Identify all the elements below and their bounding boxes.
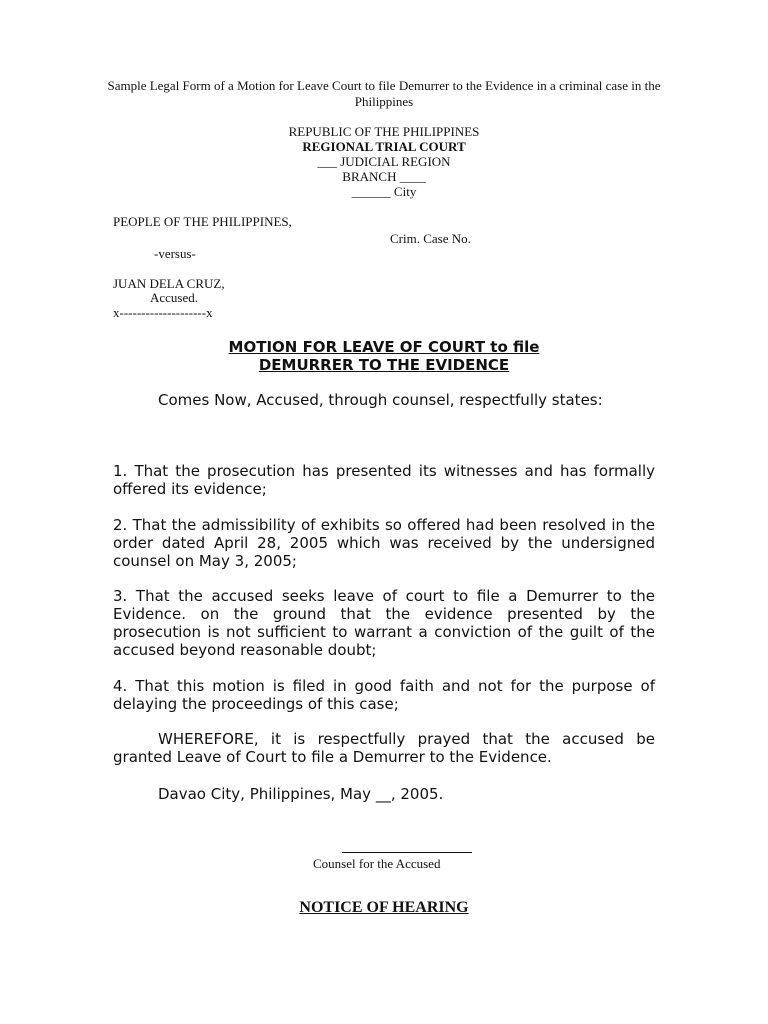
court-heading: REGIONAL TRIAL COURT [302,139,466,154]
defendant: JUAN DELA CRUZ, [113,276,225,291]
versus: -versus- [154,246,196,261]
caption-divider: x--------------------x [113,305,213,320]
sample-form-title: Sample Legal Form of a Motion for Leave Court to file Demurrer to the Evidence in a criminal case in the Philippines [107,78,661,109]
city: ______ City [351,184,417,199]
plaintiff: PEOPLE OF THE PHILIPPINES, [113,214,292,229]
accused-label: Accused. [150,290,199,305]
place-and-date: Davao City, Philippines, May __, 2005. [158,785,444,803]
paragraph-2: 2. That the admissibility of exhibits so offered had been resolved in the order dated April 28, 2005 which was received by the undersigned counsel on May 3, 2005; [113,516,655,570]
motion-title-line2: DEMURRER TO THE EVIDENCE [258,356,510,374]
notice-of-hearing-heading: NOTICE OF HEARING [299,899,469,916]
counsel-label: Counsel for the Accused [313,856,441,871]
judicial-region: ___ JUDICIAL REGION [317,154,451,169]
intro-paragraph: Comes Now, Accused, through counsel, respectfully states: [158,391,603,409]
paragraph-1: 1. That the prosecution has presented its witnesses and has formally offered its evidence; [113,462,655,498]
case-number: Crim. Case No. [390,231,471,246]
republic-heading: REPUBLIC OF THE PHILIPPINES [288,124,480,139]
paragraph-4: 4. That this motion is filed in good faith and not for the purpose of delaying the proceedings of this case; [113,677,655,713]
prayer-paragraph: WHEREFORE, it is respectfully prayed that the accused be granted Leave of Court to file a Demurrer to the Evidence. [113,730,655,766]
paragraph-3: 3. That the accused seeks leave of court to file a Demurrer to the Evidence. on the ground that the evidence presented by the prosecution is not sufficient to warrant a conviction of the guilt of the accused beyond reasonable doubt; [113,587,655,659]
branch: BRANCH ____ [342,169,426,184]
motion-title-line1: MOTION FOR LEAVE OF COURT to file [228,338,540,356]
signature-line [342,852,472,853]
